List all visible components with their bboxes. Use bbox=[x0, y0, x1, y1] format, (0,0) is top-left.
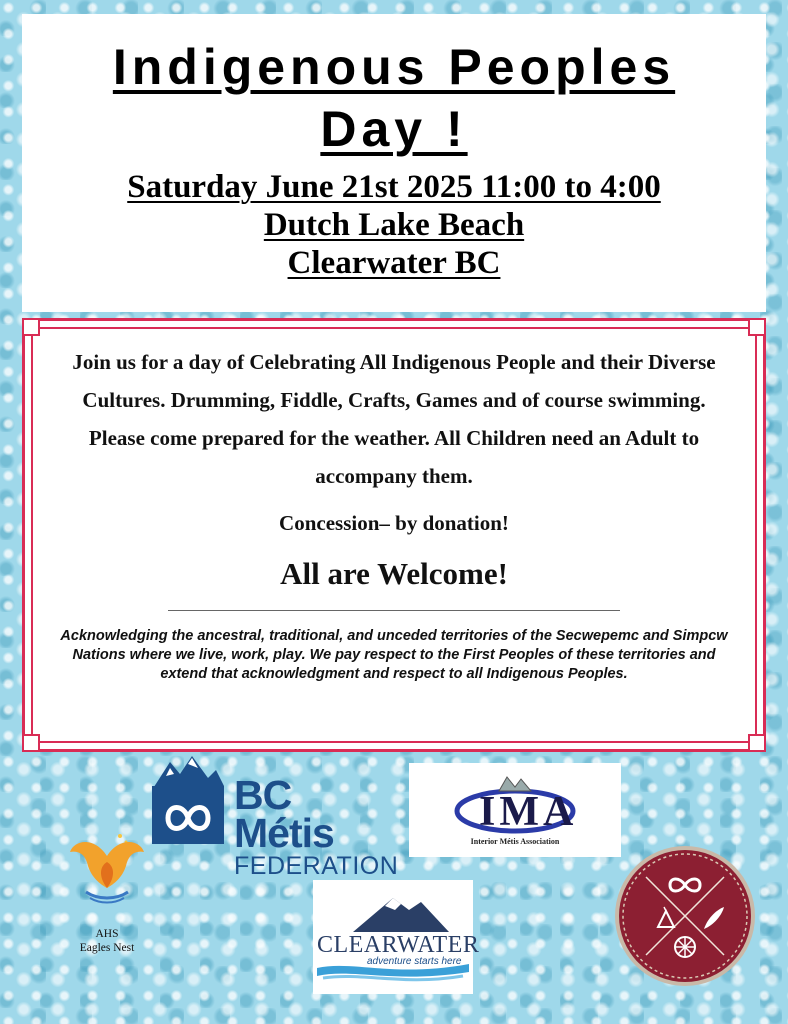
frame-corner bbox=[22, 318, 40, 336]
event-title bbox=[22, 14, 766, 160]
bc-metis-federation-logo bbox=[152, 756, 399, 880]
welcome-text: All are Welcome! bbox=[280, 556, 508, 591]
ahs-label-line-2: Eagles Nest bbox=[79, 942, 135, 954]
wheel-icon bbox=[675, 937, 695, 957]
info-frame bbox=[22, 318, 766, 752]
concession-text: Concession– by donation! bbox=[279, 511, 509, 535]
clearwater-wordmark: CLEARWATER bbox=[317, 932, 480, 958]
ima-caption: Interior Métis Association bbox=[470, 837, 560, 846]
event-city: Clearwater BC bbox=[287, 245, 501, 281]
land-acknowledgment: Acknowledging the ancestral, traditional, and unceded territories of the Secwepemc and Simpcw Nations where we live, work, play. We pay respect to the First Peoples of these territories and extend that acknowledgment and respect to all Indigenous Peoples. bbox=[60, 628, 728, 682]
seal-emblem bbox=[614, 845, 756, 987]
ahs-eagles-nest-logo bbox=[64, 826, 150, 960]
info-content bbox=[39, 343, 749, 735]
event-details bbox=[22, 168, 766, 282]
frame-corner bbox=[22, 734, 40, 752]
ahs-label-line-1: AHS bbox=[95, 928, 119, 940]
interior-metis-association-logo bbox=[409, 763, 621, 857]
bc-metis-wordmark: BC Métis bbox=[234, 772, 334, 856]
event-header bbox=[22, 14, 766, 312]
title-line-1: Indigenous Peoples bbox=[112, 39, 676, 95]
frame-corner bbox=[748, 318, 766, 336]
divider bbox=[168, 610, 620, 611]
title-line-2: Day ! bbox=[320, 101, 468, 157]
event-location: Dutch Lake Beach bbox=[263, 207, 525, 243]
intro-text: Join us for a day of Celebrating All Indigenous People and their Diverse Cultures. Drumming, Fiddle, Crafts, Games and of course swimming. Please come prepared for the weather. All Children need an Adult to accompany them. bbox=[72, 350, 716, 488]
clearwater-logo bbox=[313, 880, 480, 994]
metis-seal-logo bbox=[614, 845, 756, 987]
event-date-time: Saturday June 21st 2025 11:00 to 4:00 bbox=[127, 169, 661, 205]
frame-corner bbox=[748, 734, 766, 752]
federation-wordmark: FEDERATION bbox=[234, 852, 399, 880]
svg-text:IMA: IMA bbox=[479, 789, 578, 835]
eagle-icon bbox=[64, 826, 150, 922]
clearwater-tagline: adventure starts here bbox=[367, 956, 462, 967]
